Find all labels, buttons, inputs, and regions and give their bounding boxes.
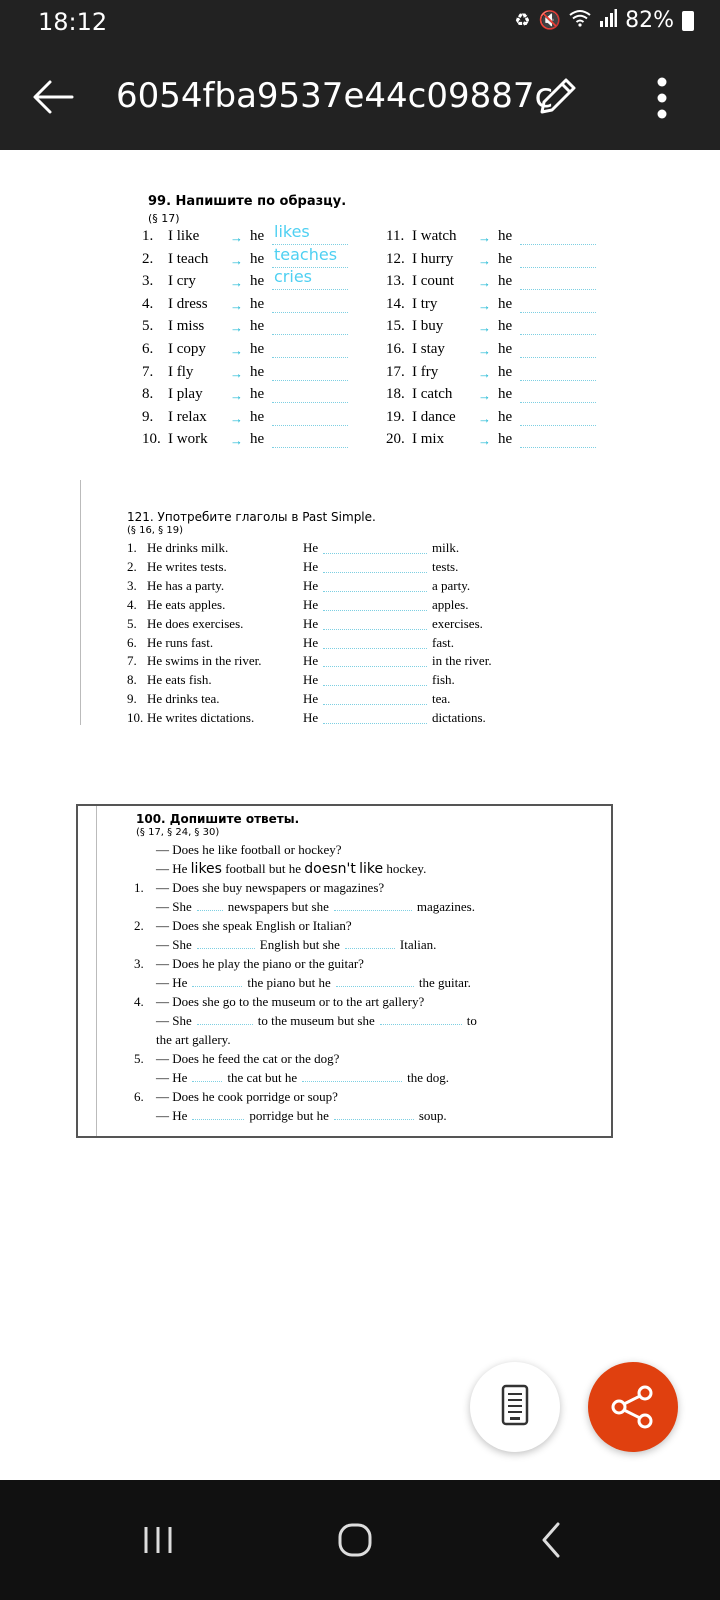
- answer-text: — She: [156, 937, 192, 952]
- arrow-right-icon: →: [230, 320, 243, 336]
- answer-blank[interactable]: [323, 616, 427, 630]
- pronoun: he: [250, 386, 265, 403]
- answer-blank[interactable]: [520, 431, 596, 448]
- pronoun: he: [498, 295, 513, 312]
- answer-text: — He: [156, 1108, 188, 1123]
- arrow-right-icon: →: [478, 252, 491, 268]
- sentence-tail: milk.: [432, 540, 460, 555]
- sentence-tail: tea.: [432, 691, 451, 707]
- answer-blank[interactable]: [302, 1070, 402, 1082]
- exercise-row: [386, 341, 606, 363]
- row-number: 8.: [142, 386, 154, 403]
- answer-line: [156, 1108, 447, 1124]
- answer-blank[interactable]: [520, 228, 596, 245]
- answer-blank[interactable]: [520, 409, 596, 426]
- sentence: He drinks milk.: [147, 540, 229, 555]
- answer-blank[interactable]: [272, 431, 348, 448]
- document-info-button[interactable]: [470, 1362, 560, 1452]
- subject: He: [303, 653, 319, 669]
- row-number: 3.: [142, 273, 154, 290]
- answer-blank[interactable]: [323, 559, 427, 573]
- question-text: — Does he play the piano or the guitar?: [156, 956, 364, 971]
- row-number: 1.: [127, 540, 137, 555]
- exercise-row: [127, 710, 507, 728]
- question-text: — Does she speak English or Italian?: [156, 918, 352, 933]
- exercise-row: [142, 318, 362, 340]
- example-question: — Does he like football or hockey?: [156, 842, 342, 857]
- answer-line: [156, 1013, 477, 1029]
- exercise-row: [386, 273, 606, 295]
- row-number: 7.: [142, 363, 154, 380]
- item-number: 5.: [134, 1051, 144, 1066]
- pronoun: he: [250, 431, 265, 448]
- exercise-row: [386, 296, 606, 318]
- mute-icon: 🔇: [538, 10, 562, 31]
- answer-blank[interactable]: [520, 251, 596, 268]
- row-number: 9.: [142, 408, 154, 425]
- answer-blank[interactable]: [334, 1108, 414, 1120]
- row-number: 20.: [386, 431, 405, 448]
- pronoun: he: [498, 386, 513, 403]
- exercise-121: [80, 480, 558, 725]
- sentence: He writes dictations.: [147, 710, 255, 726]
- answer-blank[interactable]: [272, 296, 348, 313]
- row-number: 5.: [127, 615, 137, 631]
- subject: He: [303, 596, 319, 612]
- arrow-right-icon: →: [478, 410, 491, 426]
- exercise-row: [386, 431, 606, 453]
- verb: I mix: [412, 431, 445, 448]
- answer-blank[interactable]: [323, 597, 427, 611]
- row-number: 3.: [127, 577, 137, 593]
- question: [134, 918, 352, 934]
- verb: I miss: [168, 318, 205, 335]
- row-number: 5.: [142, 318, 154, 335]
- exercise-row: [127, 653, 507, 671]
- edit-button[interactable]: [532, 72, 582, 122]
- answer-blank[interactable]: [197, 899, 223, 911]
- arrow-right-icon: →: [478, 388, 491, 404]
- pronoun: he: [250, 363, 265, 380]
- arrow-right-icon: →: [478, 275, 491, 291]
- more-vert-icon: [648, 74, 676, 122]
- arrow-right-icon: →: [478, 320, 491, 336]
- question: [134, 956, 364, 972]
- row-number: 4.: [142, 295, 154, 312]
- row-number: 8.: [127, 672, 137, 688]
- row-number: 15.: [386, 318, 405, 335]
- exercise-row: [142, 244, 362, 273]
- chevron-left-icon: [522, 1510, 582, 1570]
- answer-line: [156, 1070, 449, 1086]
- handwritten-answer: cries: [274, 267, 312, 287]
- home-button[interactable]: [324, 1510, 384, 1570]
- row-number: 18.: [386, 386, 405, 403]
- exercise-row: [142, 341, 362, 363]
- answer-text: newspapers but she: [227, 899, 329, 914]
- answer-blank[interactable]: [272, 318, 348, 335]
- exercise-row: [127, 635, 507, 653]
- back-button[interactable]: [30, 74, 76, 120]
- clock: 18:12: [38, 8, 108, 36]
- exercise-row: [127, 597, 507, 615]
- exercise-title: 99. Напишите по образцу.: [148, 194, 347, 209]
- arrow-right-icon: →: [230, 297, 243, 313]
- answer-blank[interactable]: [336, 975, 414, 987]
- exercise-ref: (§ 16, § 19): [127, 525, 183, 536]
- answer-blank[interactable]: [272, 341, 348, 358]
- row-number: 6.: [127, 634, 137, 650]
- verb: I work: [168, 431, 208, 448]
- exercise-row: [127, 540, 507, 558]
- subject: He: [303, 577, 319, 593]
- subject: He: [303, 615, 319, 631]
- answer-text: to the museum but she: [257, 1013, 375, 1028]
- row-number: 10.: [142, 431, 161, 448]
- question-text: — Does she go to the museum or to the art gallery?: [156, 994, 425, 1009]
- exercise-row: [386, 318, 606, 340]
- question-text: — Does he cook porridge or soup?: [156, 1089, 338, 1104]
- answer-blank[interactable]: [197, 1013, 253, 1025]
- app-bar: [0, 46, 720, 150]
- exercise-row: [386, 409, 606, 431]
- pronoun: he: [250, 318, 265, 335]
- exercise-row: [142, 364, 362, 386]
- verb: I catch: [412, 386, 453, 403]
- verb: I hurry: [412, 250, 454, 267]
- example-answer: — He likes football but he doesn't like hockey.: [156, 861, 427, 877]
- exercise-ref: (§ 17, § 24, § 30): [136, 827, 220, 838]
- answer-blank[interactable]: [323, 710, 427, 724]
- answer-blank[interactable]: [323, 672, 427, 686]
- answer-blank[interactable]: [520, 341, 596, 358]
- battery-icon: [682, 11, 694, 31]
- sentence: He runs fast.: [147, 634, 214, 650]
- arrow-right-icon: →: [478, 297, 491, 313]
- sentence-tail: tests.: [432, 558, 459, 574]
- handwritten-answer: teaches: [274, 244, 338, 264]
- answer-blank[interactable]: [272, 409, 348, 426]
- exercise-row: [142, 409, 362, 431]
- verb: I play: [168, 386, 203, 403]
- answer-text: — She: [156, 1013, 192, 1028]
- item-number: 3.: [134, 956, 144, 971]
- answer-blank[interactable]: [520, 364, 596, 381]
- battery-percent: 82%: [625, 8, 674, 33]
- pronoun: he: [498, 363, 513, 380]
- system-nav-bar: [0, 1480, 720, 1600]
- exercise-row: [127, 578, 507, 596]
- arrow-right-icon: →: [230, 230, 243, 245]
- exercise-row: [127, 691, 507, 709]
- pronoun: he: [250, 341, 265, 357]
- document-icon: [470, 1362, 560, 1452]
- exercise-row: [386, 364, 606, 386]
- answer-blank[interactable]: [323, 653, 427, 667]
- subject: He: [303, 672, 319, 688]
- answer-blank[interactable]: [192, 1108, 244, 1120]
- recent-apps-button[interactable]: [128, 1510, 188, 1570]
- exercise-row: [142, 267, 362, 295]
- more-options-button[interactable]: [648, 74, 676, 122]
- recents-icon: [128, 1510, 188, 1570]
- verb: I dance: [412, 408, 456, 425]
- verb: I buy: [412, 318, 444, 335]
- arrow-right-icon: →: [478, 433, 491, 449]
- answer-line: [156, 899, 475, 915]
- row-number: 16.: [386, 341, 405, 357]
- sentence-tail: fast.: [432, 634, 455, 650]
- pronoun: he: [498, 250, 513, 267]
- sentence-tail: dictations.: [432, 710, 486, 726]
- recycle-icon: ♻: [514, 10, 531, 31]
- pronoun: he: [498, 318, 513, 335]
- share-button[interactable]: [588, 1362, 678, 1452]
- subject: He: [303, 710, 319, 726]
- question: [134, 1089, 338, 1105]
- system-back-button[interactable]: [522, 1510, 582, 1570]
- row-number: 13.: [386, 273, 405, 290]
- answer-text: the guitar.: [418, 975, 471, 990]
- arrow-right-icon: →: [478, 343, 491, 358]
- row-number: 12.: [386, 250, 405, 267]
- status-bar: [0, 0, 720, 46]
- exercise-row: [386, 251, 606, 273]
- sentence: He has a party.: [147, 577, 225, 593]
- answer-line: [156, 937, 436, 953]
- answer-blank[interactable]: [380, 1013, 462, 1025]
- exercise-row: [142, 431, 362, 453]
- arrow-right-icon: →: [230, 433, 243, 449]
- row-number: 2.: [127, 558, 137, 574]
- arrow-right-icon: →: [230, 343, 243, 358]
- verb: I cry: [168, 273, 196, 290]
- row-number: 2.: [142, 250, 154, 267]
- exercise-100: [76, 804, 613, 1138]
- row-number: 7.: [127, 653, 137, 669]
- home-icon: [324, 1510, 384, 1570]
- arrow-right-icon: →: [478, 365, 491, 381]
- arrow-right-icon: →: [230, 275, 243, 291]
- verb: I dress: [168, 295, 208, 312]
- sentence: He does exercises.: [147, 615, 244, 631]
- exercise-row: [142, 296, 362, 318]
- answer-blank[interactable]: [323, 578, 427, 592]
- verb: I like: [168, 228, 200, 244]
- sentence: He swims in the river.: [147, 653, 262, 669]
- question-text: — Does he feed the cat or the dog?: [156, 1051, 340, 1066]
- sentence-tail: exercises.: [432, 615, 483, 631]
- row-number: 11.: [386, 228, 405, 244]
- item-number: 6.: [134, 1089, 144, 1104]
- verb: I fly: [168, 363, 194, 380]
- answer-blank[interactable]: [192, 1070, 222, 1082]
- answer-text: English but she: [259, 937, 340, 952]
- answer-text: magazines.: [416, 899, 475, 914]
- pronoun: he: [498, 273, 513, 290]
- answer-blank[interactable]: [520, 273, 596, 290]
- answer-text: soup.: [418, 1108, 447, 1123]
- row-number: 14.: [386, 295, 405, 312]
- item-number: 2.: [134, 918, 144, 933]
- verb: I count: [412, 273, 455, 290]
- exercise-ref: (§ 17): [148, 212, 180, 225]
- pencil-icon: [532, 72, 582, 122]
- question: [134, 994, 424, 1010]
- row-number: 19.: [386, 408, 405, 425]
- row-number: 10.: [127, 710, 144, 726]
- pronoun: he: [250, 250, 265, 267]
- subject: He: [303, 691, 319, 707]
- verb: I teach: [168, 250, 209, 267]
- row-number: 4.: [127, 596, 137, 612]
- item-number: 1.: [134, 880, 144, 895]
- answer-blank[interactable]: [323, 635, 427, 649]
- answer-line: [156, 975, 471, 991]
- verb: I fry: [412, 363, 439, 380]
- arrow-left-icon: [30, 74, 76, 120]
- wifi-icon: [569, 9, 591, 32]
- pronoun: he: [250, 295, 265, 312]
- answer-blank[interactable]: [334, 899, 412, 911]
- answer-blank[interactable]: [192, 975, 242, 987]
- answer-continuation: the art gallery.: [156, 1032, 231, 1047]
- answer-blank[interactable]: [520, 318, 596, 335]
- exercise-row: [386, 386, 606, 408]
- exercise-row: [142, 386, 362, 408]
- subject: He: [303, 558, 319, 574]
- exercise-99: [80, 180, 530, 465]
- answer-blank[interactable]: [323, 540, 427, 554]
- row-number: 9.: [127, 691, 137, 707]
- answer-blank[interactable]: [272, 386, 348, 403]
- pronoun: he: [498, 341, 513, 357]
- verb: I relax: [168, 408, 207, 425]
- verb: I watch: [412, 228, 457, 244]
- pronoun: he: [498, 431, 513, 448]
- answer-text: the cat but he: [227, 1070, 298, 1085]
- answer-text: to: [466, 1013, 477, 1028]
- verb: I try: [412, 295, 438, 312]
- exercise-row: [386, 228, 606, 250]
- pronoun: he: [250, 273, 265, 290]
- sentence: He eats fish.: [147, 672, 212, 688]
- pronoun: he: [498, 228, 513, 244]
- exercise-row: [127, 672, 507, 690]
- row-number: 1.: [142, 228, 154, 244]
- answer-blank[interactable]: [323, 691, 427, 705]
- question-text: — Does she buy newspapers or magazines?: [156, 880, 385, 895]
- subject: He: [303, 540, 319, 555]
- answer-text: — She: [156, 899, 192, 914]
- handwritten-answer: likes: [274, 222, 310, 241]
- exercise-title: 100. Допишите ответы.: [136, 812, 300, 826]
- arrow-right-icon: →: [230, 365, 243, 381]
- sentence: He eats apples.: [147, 596, 226, 612]
- pronoun: he: [498, 408, 513, 425]
- sentence: He writes tests.: [147, 558, 227, 574]
- item-number: 4.: [134, 994, 144, 1009]
- answer-text: porridge but he: [249, 1108, 329, 1123]
- arrow-right-icon: →: [478, 230, 491, 245]
- answer-blank[interactable]: [520, 386, 596, 403]
- pronoun: he: [250, 408, 265, 425]
- sentence-tail: apples.: [432, 596, 469, 612]
- verb: I copy: [168, 341, 206, 357]
- status-icons: [515, 8, 694, 33]
- sentence: He drinks tea.: [147, 691, 220, 707]
- sentence-tail: a party.: [432, 577, 471, 593]
- answer-text: — He: [156, 1070, 188, 1085]
- arrow-right-icon: →: [230, 388, 243, 404]
- answer-blank[interactable]: [272, 364, 348, 381]
- row-number: 17.: [386, 363, 405, 380]
- pronoun: he: [250, 228, 265, 244]
- exercise-row: [127, 559, 507, 577]
- answer-text: Italian.: [399, 937, 437, 952]
- arrow-right-icon: →: [230, 252, 243, 268]
- answer-blank[interactable]: [345, 937, 395, 949]
- answer-text: — He: [156, 975, 188, 990]
- share-icon: [588, 1362, 678, 1452]
- answer-text: the piano but he: [247, 975, 331, 990]
- exercise-row: [127, 616, 507, 634]
- arrow-right-icon: →: [230, 410, 243, 426]
- question: [134, 1051, 339, 1067]
- exercise-title: 121. Употребите глаголы в Past Simple.: [127, 510, 376, 524]
- verb: I stay: [412, 341, 445, 357]
- subject: He: [303, 634, 319, 650]
- answer-text: the dog.: [407, 1070, 449, 1085]
- sentence-tail: fish.: [432, 672, 455, 688]
- row-number: 6.: [142, 341, 154, 357]
- question: [134, 880, 384, 896]
- answer-blank[interactable]: [197, 937, 255, 949]
- document-title: 6054fba9537e44c09887c: [116, 76, 554, 116]
- sentence-tail: in the river.: [432, 653, 492, 669]
- signal-icon: [599, 9, 617, 32]
- answer-blank[interactable]: [520, 296, 596, 313]
